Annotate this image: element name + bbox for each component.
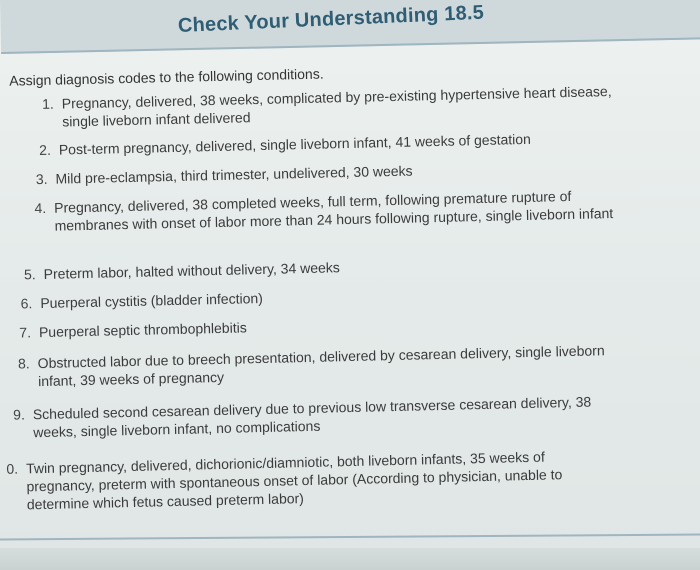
section-title: Check Your Understanding 18.5 — [177, 1, 485, 37]
question-item-6 — [12, 280, 662, 312]
question-text: Puerperal cystitis (bladder infection) — [40, 289, 264, 312]
question-text: Post-term pregnancy, delivered, single liveborn infant, 41 weeks of gestation — [58, 130, 532, 158]
question-number: 0. — [6, 460, 19, 477]
page-bottom-shadow — [0, 548, 700, 570]
question-text: Preterm labor, halted without delivery, 34 weeks — [43, 259, 341, 282]
question-number: 8. — [17, 355, 30, 372]
question-item-3 — [27, 156, 677, 188]
question-text: Scheduled second cesarean delivery due to previous low transverse cesarean delivery, 38 weeks, single liveborn infant, no complications — [32, 393, 592, 441]
question-item-10 — [0, 445, 648, 513]
question-number: 5. — [23, 266, 36, 283]
question-text: Pregnancy, delivered, 38 completed weeks, full term, following premature rupture of membranes with onset of labor more than 24 hours following rupture, single liveborn infant — [53, 187, 614, 234]
question-text: Mild pre-eclampsia, third trimester, undelivered, 30 weeks — [55, 162, 413, 187]
question-number: 4. — [34, 199, 47, 217]
question-text: Obstructed labor due to breech presentation, delivered by cesarean delivery, single liveborn infant, 39 weeks of pregnancy — [37, 342, 605, 390]
question-number: 3. — [35, 170, 48, 188]
question-item-9 — [5, 391, 655, 441]
question-number: 7. — [19, 324, 32, 341]
question-text: Twin pregnancy, delivered, dichorionic/diamniotic, both liveborn infants, 35 weeks of pregnancy, preterm with spontaneous onset of labor (According to physician, unable to determine which fetus caused preterm labor) — [25, 448, 563, 513]
instructions: Assign diagnosis codes to the following conditions. — [9, 65, 324, 89]
question-text: Puerperal septic thrombophlebitis — [38, 319, 247, 341]
question-item-4 — [26, 185, 676, 234]
question-number: 9. — [12, 406, 26, 423]
question-item-8 — [9, 340, 659, 390]
question-item-7 — [11, 309, 661, 341]
question-number: 6. — [20, 295, 33, 312]
question-number: 1. — [41, 95, 54, 112]
question-text: Pregnancy, delivered, 38 weeks, complicated by pre-existing hypertensive heart disease, single liveborn infant delivered — [61, 83, 612, 130]
question-item-5 — [15, 251, 665, 283]
question-number: 2. — [38, 141, 52, 159]
